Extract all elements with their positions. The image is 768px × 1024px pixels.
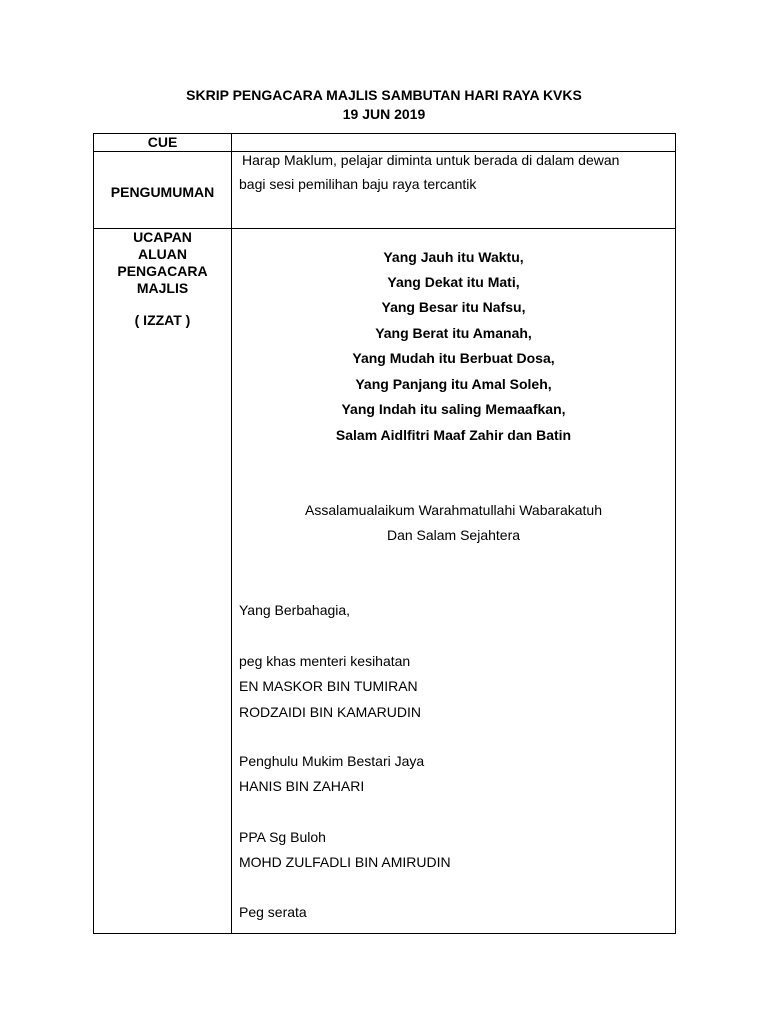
pengumuman-text-line-2: bagi sesi pemilihan baju raya tercantik	[239, 176, 477, 192]
guest-line: Penghulu Mukim Bestari Jaya	[239, 753, 425, 769]
header-empty-cell	[232, 134, 676, 152]
script-table	[93, 133, 676, 934]
pantun-line: Yang Dekat itu Mati,	[387, 274, 520, 290]
pengumuman-text-line-1: Harap Maklum, pelajar diminta untuk berada di dalam dewan	[242, 152, 620, 168]
ucapan-text-cell	[232, 229, 676, 934]
pantun-line: Yang Mudah itu Berbuat Dosa,	[352, 350, 555, 366]
guest-line: RODZAIDI BIN KAMARUDIN	[239, 704, 422, 720]
guest-line: peg khas menteri kesihatan	[239, 653, 411, 669]
pantun-line: Yang Berat itu Amanah,	[375, 325, 532, 341]
guest-line: MOHD ZULFADLI BIN AMIRUDIN	[239, 854, 451, 870]
pantun-line: Yang Panjang itu Amal Soleh,	[355, 376, 552, 392]
ucapan-label-line-4: MAJLIS	[136, 280, 189, 296]
greeting-line-2: Dan Salam Sejahtera	[386, 527, 521, 543]
guest-line: PPA Sg Buloh	[239, 829, 326, 845]
cue-header: CUE	[94, 134, 232, 152]
pengumuman-label: PENGUMUMAN	[110, 184, 215, 200]
speaker-name: ( IZZAT )	[134, 312, 191, 328]
pantun-line: Yang Indah itu saling Memaafkan,	[341, 401, 566, 417]
pantun-line: Yang Besar itu Nafsu,	[381, 299, 526, 315]
guest-line: EN MASKOR BIN TUMIRAN	[239, 678, 418, 694]
greeting-line-1: Assalamualaikum Warahmatullahi Wabarakatuh	[305, 502, 602, 518]
ucapan-cue-cell	[94, 229, 232, 934]
pantun-line: Salam Aidlfitri Maaf Zahir dan Batin	[335, 427, 572, 443]
pengumuman-cue-cell	[94, 152, 232, 229]
ucapan-label-line-2: ALUAN	[138, 246, 187, 262]
pantun-line: Yang Jauh itu Waktu,	[383, 249, 524, 265]
header-row	[94, 134, 676, 152]
document-date: 19 JUN 2019	[342, 106, 426, 122]
guest-line: Peg serata	[239, 904, 307, 920]
pengumuman-text-cell	[232, 152, 676, 229]
ucapan-label-line-1: UCAPAN	[133, 229, 192, 245]
berbahagia-line: Yang Berbahagia,	[239, 602, 351, 618]
guest-line: HANIS BIN ZAHARI	[239, 778, 365, 794]
pengumuman-row	[94, 152, 676, 229]
ucapan-label-line-3: PENGACARA	[117, 263, 208, 279]
document-title: SKRIP PENGACARA MAJLIS SAMBUTAN HARI RAYA KVKS	[186, 87, 582, 103]
ucapan-row	[94, 229, 676, 934]
